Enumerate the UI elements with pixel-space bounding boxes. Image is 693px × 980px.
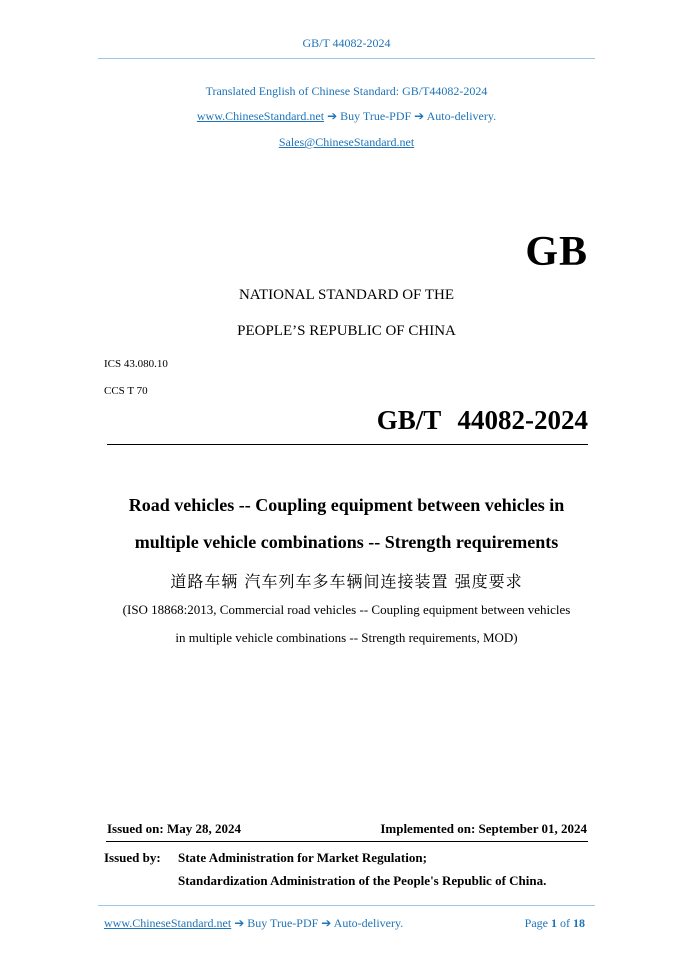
site-link[interactable]: www.ChineseStandard.net [196, 109, 325, 123]
sales-email-link[interactable]: Sales@ChineseStandard.net [278, 135, 415, 149]
footer-divider [98, 905, 595, 906]
ics-code: ICS 43.080.10 [104, 358, 168, 370]
implemented-on-date: Implemented on: September 01, 2024 [380, 821, 587, 836]
footer-promo [104, 916, 403, 931]
page-number [525, 916, 585, 931]
header-divider [98, 58, 595, 59]
iso-reference-line1: (ISO 18868:2013, Commercial road vehicles -- Coupling equipment between vehicles [122, 602, 571, 617]
page-label: Page [524, 916, 548, 930]
iso-reference-line2: in multiple vehicle combinations -- Strength requirements, MOD) [175, 630, 518, 645]
page-of: of [560, 916, 570, 930]
national-standard-line2: PEOPLE’S REPUBLIC OF CHINA [237, 323, 456, 339]
footer-site-link[interactable]: www.ChineseStandard.net [104, 916, 232, 930]
title-divider [107, 444, 588, 445]
issued-on-date: Issued on: May 28, 2024 [107, 821, 241, 836]
title-en-line2: multiple vehicle combinations -- Strength requirements [134, 532, 559, 552]
promo-line [0, 109, 693, 124]
sales-line [0, 135, 693, 150]
gb-mark: GB [525, 229, 588, 275]
dates-divider [106, 841, 588, 842]
title-en-line1: Road vehicles -- Coupling equipment between vehicles in [128, 495, 565, 515]
issued-by-label: Issued by: [104, 850, 161, 865]
page-current: 1 [551, 916, 557, 930]
page-total: 18 [573, 916, 585, 930]
standard-number: GB/T 44082-2024 [376, 405, 588, 435]
translated-notice: Translated English of Chinese Standard: GB/T44082-2024 [205, 84, 488, 98]
national-standard-line1: NATIONAL STANDARD OF THE [238, 287, 455, 303]
title-cn: 道路车辆 汽车列车多车辆间连接装置 强度要求 [170, 572, 523, 591]
issuer-line2: Standardization Administration of the People's Republic of China. [178, 873, 547, 888]
page-header: GB/T 44082-2024 [302, 36, 391, 50]
ccs-code: CCS T 70 [104, 385, 148, 397]
promo-suffix: ➔ Buy True-PDF ➔ Auto-delivery. [324, 109, 497, 123]
footer-promo-suffix: ➔ Buy True-PDF ➔ Auto-delivery. [231, 916, 404, 930]
issuer-line1: State Administration for Market Regulation; [178, 850, 427, 865]
